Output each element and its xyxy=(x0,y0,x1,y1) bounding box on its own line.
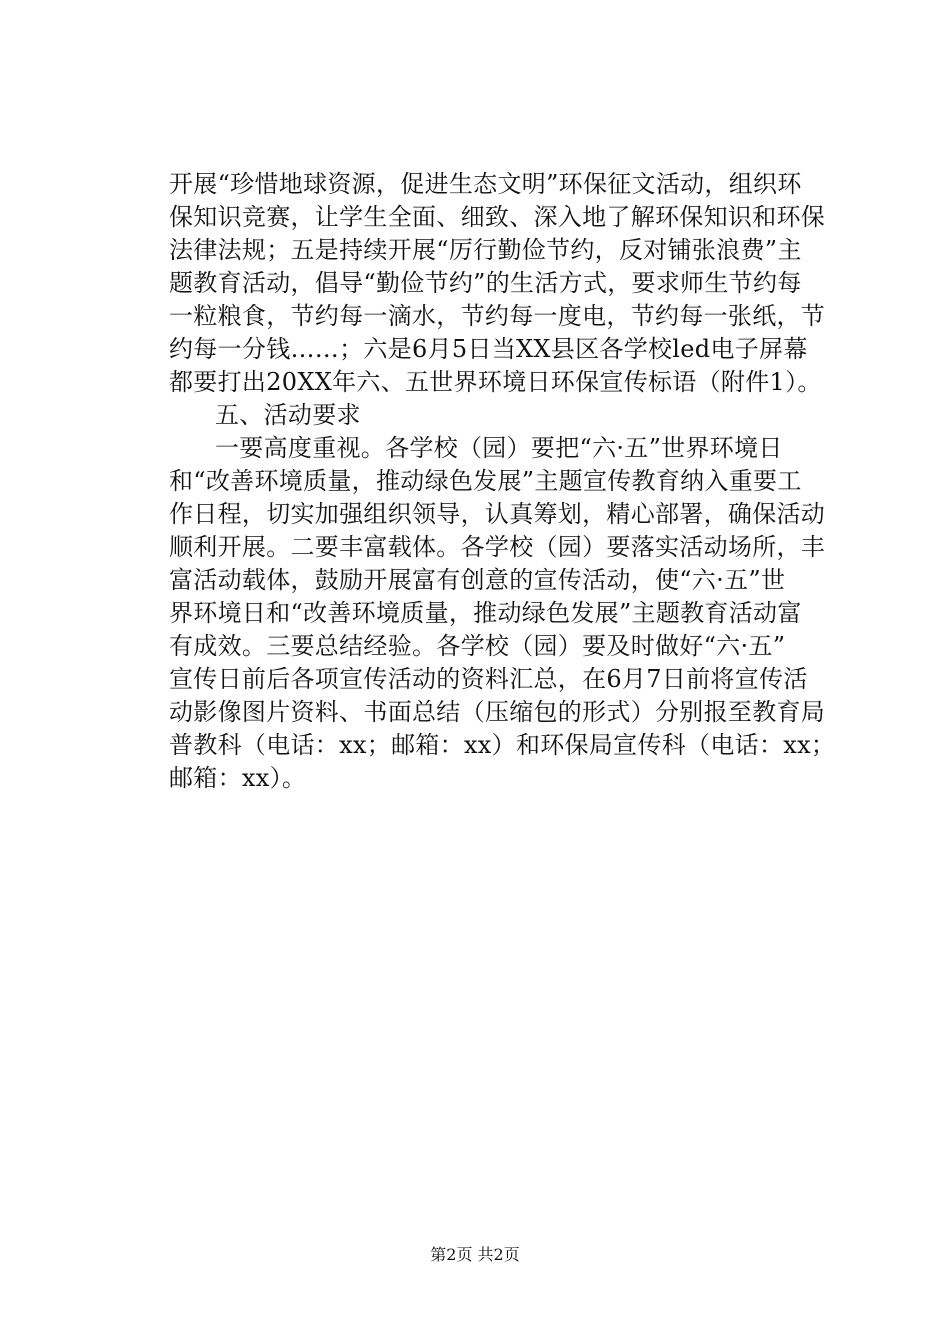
text-line: 宣传日前后各项宣传活动的资料汇总，在6月7日前将宣传活 xyxy=(169,665,808,693)
text-line: 和“改善环境质量，推动绿色发展”主题宣传教育纳入重要工 xyxy=(169,467,802,495)
text-line: 一粒粮食，节约每一滴水，节约每一度电，节约每一张纸，节 xyxy=(169,302,826,330)
document-body xyxy=(169,168,836,795)
text-line: 法律法规；五是持续开展“厉行勤俭节约，反对铺张浪费”主 xyxy=(169,236,802,264)
text-line: 有成效。三要总结经验。各学校（园）要及时做好“六·五” xyxy=(169,632,786,660)
text-line: 都要打出20XX年六、五世界环境日环保宣传标语（附件1）。 xyxy=(169,368,822,396)
text-line: 题教育活动，倡导“勤俭节约”的生活方式，要求师生节约每 xyxy=(169,269,802,297)
text-line: 界环境日和“改善环境质量，推动绿色发展”主题教育活动富 xyxy=(169,599,802,627)
text-line: 顺利开展。二要丰富载体。各学校（园）要落实活动场所，丰 xyxy=(169,533,826,561)
text-line: 一要高度重视。各学校（园）要把“六·五”世界环境日 xyxy=(215,434,783,462)
text-line: 富活动载体，鼓励开展富有创意的宣传活动，使“六·五”世 xyxy=(169,566,786,594)
text-line: 邮箱：xx）。 xyxy=(169,764,307,792)
text-line: 作日程，切实加强组织领导，认真筹划，精心部署，确保活动 xyxy=(169,500,826,528)
text-line: 普教科（电话：xx；邮箱：xx）和环保局宣传科（电话：xx； xyxy=(169,731,836,759)
text-line: 约每一分钱……；六是6月5日当XX县区各学校led电子屏幕 xyxy=(169,335,808,363)
section-heading: 五、活动要求 xyxy=(215,401,361,429)
page-number-indicator: 第2页 共2页 xyxy=(430,1245,520,1264)
text-line: 保知识竞赛，让学生全面、细致、深入地了解环保知识和环保 xyxy=(169,203,826,231)
text-line: 开展“珍惜地球资源，促进生态文明”环保征文活动，组织环 xyxy=(169,170,802,198)
page-footer xyxy=(0,1244,950,1266)
text-line: 动影像图片资料、书面总结（压缩包的形式）分别报至教育局 xyxy=(169,698,826,726)
